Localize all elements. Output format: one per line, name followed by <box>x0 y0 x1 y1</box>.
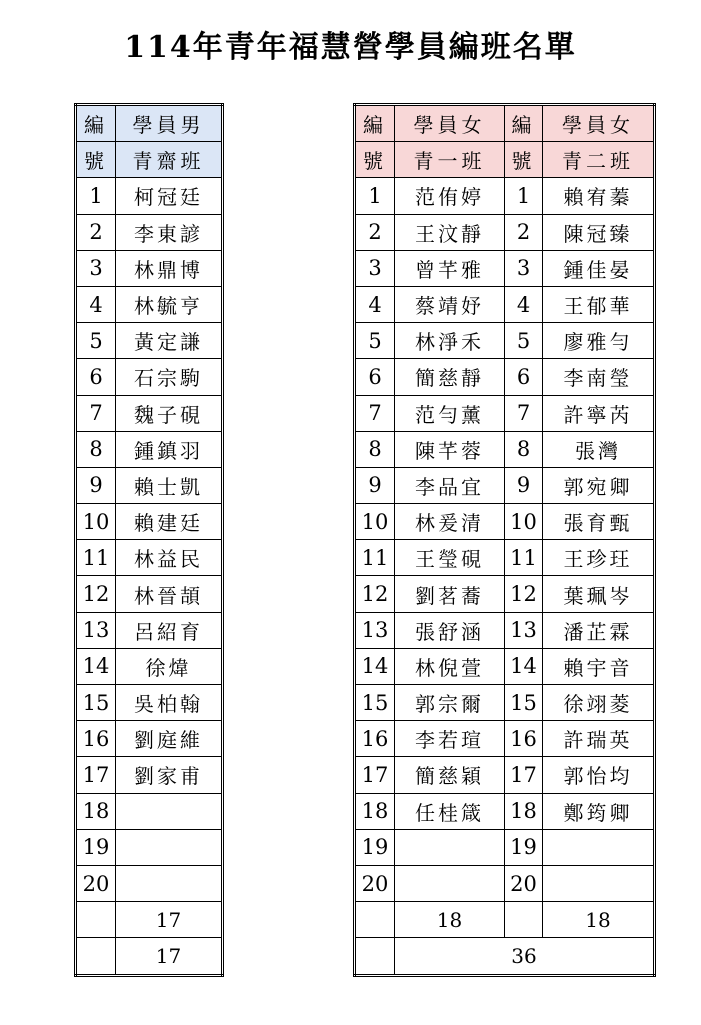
male-roster-body <box>76 105 223 902</box>
row-number: 12 <box>505 576 543 612</box>
table-row <box>76 250 223 286</box>
student-name: 林晉頡 <box>116 576 223 612</box>
table-row <box>76 648 223 684</box>
table-row <box>355 504 655 540</box>
table-row <box>355 431 655 467</box>
group-total: 17 <box>116 938 223 975</box>
student-name: 石宗駒 <box>116 359 223 395</box>
student-name: 曾芊雅 <box>395 250 505 286</box>
student-name: 張舒涵 <box>395 612 505 648</box>
table-row <box>76 612 223 648</box>
row-number: 16 <box>505 721 543 757</box>
student-name: 陳冠臻 <box>543 214 655 250</box>
student-name <box>543 829 655 865</box>
student-name: 鍾鎮羽 <box>116 431 223 467</box>
number-header: 編 <box>355 105 395 142</box>
table-row <box>76 286 223 322</box>
row-number: 11 <box>355 540 395 576</box>
student-name: 林鼎博 <box>116 250 223 286</box>
student-name: 王郁華 <box>543 286 655 322</box>
table-row <box>76 721 223 757</box>
student-name: 林毓亨 <box>116 286 223 322</box>
student-name: 廖雅勻 <box>543 323 655 359</box>
student-name: 王瑩硯 <box>395 540 505 576</box>
table-row <box>76 829 223 865</box>
student-name: 蔡靖妤 <box>395 286 505 322</box>
female-roster-table <box>353 103 656 977</box>
student-name: 魏子硯 <box>116 395 223 431</box>
row-number: 18 <box>76 793 116 829</box>
student-name: 李東諺 <box>116 214 223 250</box>
student-name: 王汶靜 <box>395 214 505 250</box>
student-name: 徐煒 <box>116 648 223 684</box>
student-name: 王珍玨 <box>543 540 655 576</box>
row-number: 10 <box>505 504 543 540</box>
table-row <box>76 431 223 467</box>
student-name: 葉珮岑 <box>543 576 655 612</box>
student-name: 張灣 <box>543 431 655 467</box>
row-number: 17 <box>76 757 116 793</box>
row-number: 16 <box>355 721 395 757</box>
student-name: 李若瑄 <box>395 721 505 757</box>
header-row-2 <box>355 142 655 178</box>
student-name: 陳芊蓉 <box>395 431 505 467</box>
row-number: 3 <box>505 250 543 286</box>
row-number: 9 <box>355 467 395 503</box>
row-number: 1 <box>76 178 116 214</box>
table-row <box>355 214 655 250</box>
student-name: 李南瑩 <box>543 359 655 395</box>
table-row <box>355 865 655 901</box>
table-row <box>76 214 223 250</box>
row-number: 2 <box>76 214 116 250</box>
row-number: 20 <box>76 865 116 901</box>
student-name: 賴建廷 <box>116 504 223 540</box>
row-number: 9 <box>505 467 543 503</box>
table-row <box>76 757 223 793</box>
row-number: 1 <box>355 178 395 214</box>
row-number: 8 <box>355 431 395 467</box>
student-name: 賴士凱 <box>116 467 223 503</box>
number-header: 號 <box>505 142 543 178</box>
empty-cell <box>76 902 116 938</box>
row-number: 15 <box>355 685 395 721</box>
empty-cell <box>505 902 543 938</box>
table-row <box>355 721 655 757</box>
total-row <box>76 938 223 975</box>
row-number: 9 <box>76 467 116 503</box>
row-number: 10 <box>76 504 116 540</box>
row-number: 10 <box>355 504 395 540</box>
row-number: 19 <box>76 829 116 865</box>
table-row <box>76 865 223 901</box>
table-row <box>355 467 655 503</box>
empty-cell <box>76 938 116 975</box>
table-row <box>355 793 655 829</box>
student-name: 簡慈穎 <box>395 757 505 793</box>
group-header-female-a: 學員女 <box>395 105 505 142</box>
student-name: 郭宗爾 <box>395 685 505 721</box>
student-name: 劉家甫 <box>116 757 223 793</box>
student-name: 范侑婷 <box>395 178 505 214</box>
row-number: 16 <box>76 721 116 757</box>
row-number: 4 <box>355 286 395 322</box>
table-row <box>355 286 655 322</box>
row-number: 5 <box>355 323 395 359</box>
row-number: 17 <box>505 757 543 793</box>
row-number: 2 <box>505 214 543 250</box>
row-number: 8 <box>505 431 543 467</box>
row-number: 15 <box>505 685 543 721</box>
table-row <box>76 793 223 829</box>
male-roster-table <box>74 103 224 977</box>
student-name: 郭宛卿 <box>543 467 655 503</box>
student-name: 李品宜 <box>395 467 505 503</box>
row-number: 18 <box>505 793 543 829</box>
row-number: 5 <box>76 323 116 359</box>
class-count-a: 18 <box>395 902 505 938</box>
row-number: 14 <box>505 648 543 684</box>
student-name <box>116 793 223 829</box>
student-name: 潘芷霖 <box>543 612 655 648</box>
student-name: 林倪萱 <box>395 648 505 684</box>
empty-cell <box>355 902 395 938</box>
student-name: 鍾佳晏 <box>543 250 655 286</box>
table-row <box>355 648 655 684</box>
row-number: 7 <box>76 395 116 431</box>
student-name: 林淨禾 <box>395 323 505 359</box>
header-row-1 <box>76 105 223 142</box>
table-row <box>355 323 655 359</box>
student-name <box>116 829 223 865</box>
table-row <box>76 467 223 503</box>
row-number: 3 <box>355 250 395 286</box>
row-number: 15 <box>76 685 116 721</box>
student-name <box>395 865 505 901</box>
number-header: 號 <box>355 142 395 178</box>
row-number: 8 <box>76 431 116 467</box>
class-count-b: 18 <box>543 902 655 938</box>
row-number: 11 <box>505 540 543 576</box>
row-number: 6 <box>76 359 116 395</box>
group-header-male: 學員男 <box>116 105 223 142</box>
row-number: 14 <box>355 648 395 684</box>
row-number: 3 <box>76 250 116 286</box>
table-row <box>76 540 223 576</box>
header-row-1 <box>355 105 655 142</box>
student-name: 吳柏翰 <box>116 685 223 721</box>
student-name: 徐翊菱 <box>543 685 655 721</box>
class-header-female-a: 青一班 <box>395 142 505 178</box>
table-row <box>76 178 223 214</box>
row-number: 7 <box>505 395 543 431</box>
class-header-male: 青齋班 <box>116 142 223 178</box>
student-name: 許瑞英 <box>543 721 655 757</box>
student-name: 鄭筠卿 <box>543 793 655 829</box>
table-row <box>76 395 223 431</box>
student-name: 柯冠廷 <box>116 178 223 214</box>
count-row <box>355 902 655 938</box>
student-name: 林益民 <box>116 540 223 576</box>
table-row <box>355 757 655 793</box>
row-number: 12 <box>76 576 116 612</box>
table-row <box>355 395 655 431</box>
student-name: 劉庭維 <box>116 721 223 757</box>
student-name <box>543 865 655 901</box>
row-number: 19 <box>505 829 543 865</box>
student-name: 賴宇音 <box>543 648 655 684</box>
count-row <box>76 902 223 938</box>
group-header-female-b: 學員女 <box>543 105 655 142</box>
row-number: 11 <box>76 540 116 576</box>
female-roster-body <box>355 105 655 902</box>
table-row <box>76 576 223 612</box>
table-row <box>355 178 655 214</box>
student-name: 范勻薰 <box>395 395 505 431</box>
row-number: 12 <box>355 576 395 612</box>
row-number: 14 <box>76 648 116 684</box>
row-number: 4 <box>505 286 543 322</box>
row-number: 4 <box>76 286 116 322</box>
row-number: 18 <box>355 793 395 829</box>
student-name: 黃定謙 <box>116 323 223 359</box>
student-name: 林爰清 <box>395 504 505 540</box>
number-header: 號 <box>76 142 116 178</box>
student-name: 呂紹育 <box>116 612 223 648</box>
empty-cell <box>355 938 395 975</box>
header-row-2 <box>76 142 223 178</box>
table-row <box>355 612 655 648</box>
page-title: 114年青年福慧營學員編班名單 <box>124 30 577 65</box>
row-number: 1 <box>505 178 543 214</box>
group-total: 36 <box>395 938 655 975</box>
table-row <box>355 359 655 395</box>
student-name <box>395 829 505 865</box>
student-name <box>116 865 223 901</box>
student-name: 賴宥蓁 <box>543 178 655 214</box>
table-row <box>355 576 655 612</box>
table-row <box>355 685 655 721</box>
student-name: 郭怡均 <box>543 757 655 793</box>
row-number: 6 <box>505 359 543 395</box>
table-row <box>355 250 655 286</box>
student-name: 張育甄 <box>543 504 655 540</box>
table-row <box>355 540 655 576</box>
row-number: 13 <box>355 612 395 648</box>
student-name: 簡慈靜 <box>395 359 505 395</box>
row-number: 20 <box>505 865 543 901</box>
row-number: 19 <box>355 829 395 865</box>
table-row <box>76 504 223 540</box>
class-header-female-b: 青二班 <box>543 142 655 178</box>
row-number: 17 <box>355 757 395 793</box>
number-header: 編 <box>505 105 543 142</box>
student-name: 任桂箴 <box>395 793 505 829</box>
table-row <box>76 323 223 359</box>
student-name: 許寧芮 <box>543 395 655 431</box>
table-row <box>355 829 655 865</box>
row-number: 6 <box>355 359 395 395</box>
row-number: 13 <box>505 612 543 648</box>
total-row <box>355 938 655 975</box>
student-name: 劉茗蕎 <box>395 576 505 612</box>
row-number: 2 <box>355 214 395 250</box>
row-number: 7 <box>355 395 395 431</box>
table-row <box>76 685 223 721</box>
row-number: 13 <box>76 612 116 648</box>
row-number: 5 <box>505 323 543 359</box>
class-count: 17 <box>116 902 223 938</box>
row-number: 20 <box>355 865 395 901</box>
table-row <box>76 359 223 395</box>
number-header: 編 <box>76 105 116 142</box>
